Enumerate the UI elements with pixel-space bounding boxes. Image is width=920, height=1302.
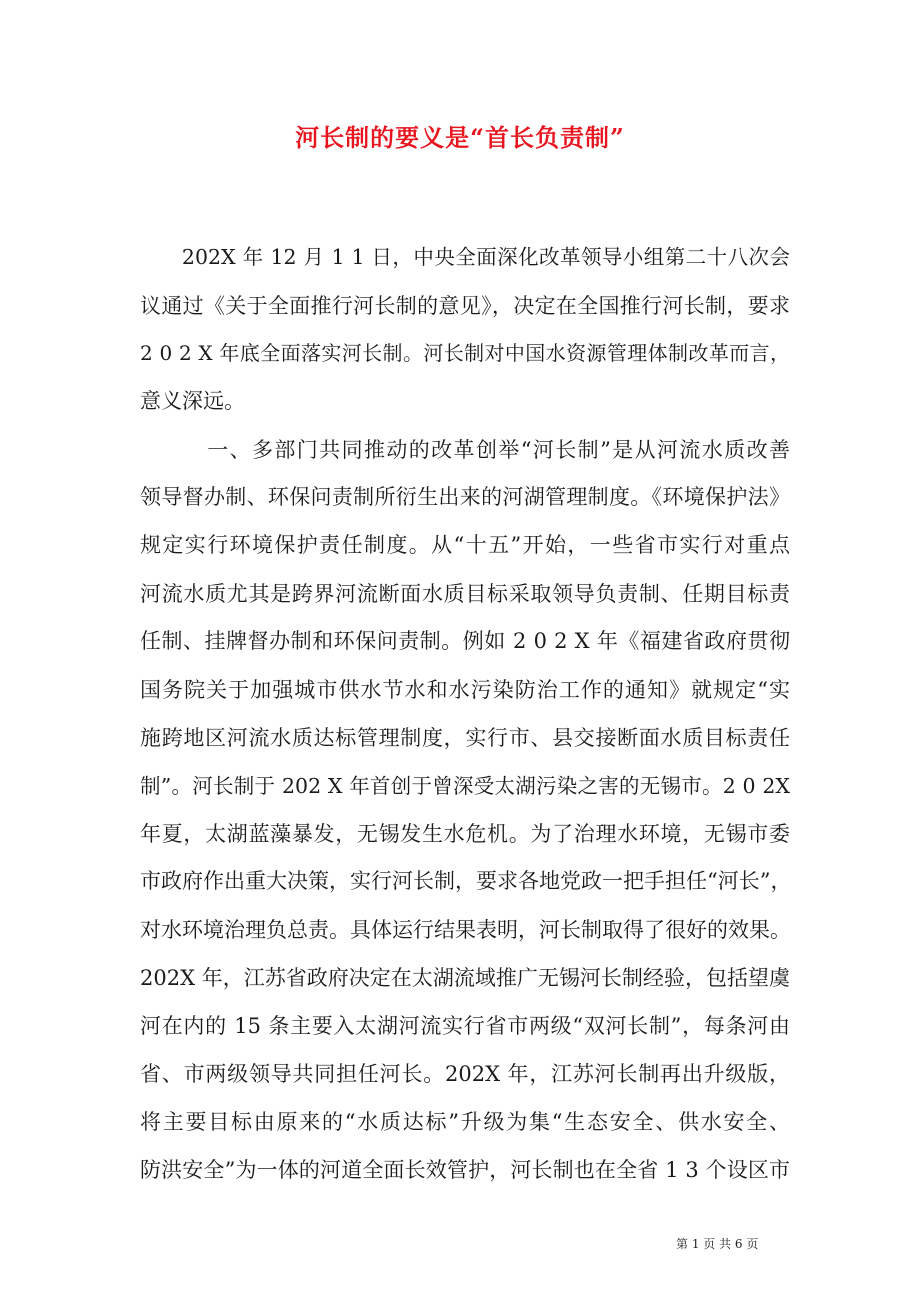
paragraph-line: 市政府作出重大决策，实行河长制，要求各地党政一把手担任“河长”，	[140, 869, 792, 893]
page-title: 河长制的要义是“首长负责制”	[295, 123, 625, 152]
page-number-footer: 第 1 页 共 6 页	[676, 1237, 759, 1251]
paragraph-line: 规定实行环境保护责任制度。从“十五”开始，一些省市实行对重点	[140, 533, 790, 557]
paragraph-line: 意义深远。	[140, 389, 245, 413]
paragraph-line: 一、多部门共同推动的改革创举“河长制”是从河流水质改善	[140, 438, 790, 462]
paragraph-line: 将主要目标由原来的“水质达标”升级为集“生态安全、供水安全、	[140, 1110, 790, 1134]
paragraph-line: 防洪安全”为一体的河道全面长效管护，河长制也在全省 1 3 个设区市	[140, 1158, 790, 1182]
paragraph-line: 河在内的 15 条主要入太湖河流实行省市两级“双河长制”，每条河由	[140, 1014, 790, 1038]
paragraph-line: 施跨地区河流水质达标管理制度，实行市、县交接断面水质目标责任	[140, 726, 790, 750]
paragraph-line: 年夏，太湖蓝藻暴发，无锡发生水危机。为了治理水环境，无锡市委	[140, 822, 790, 846]
paragraph-line: 2 0 2 X 年底全面落实河长制。河长制对中国水资源管理体制改革而言，	[140, 341, 790, 365]
paragraph-line: 议通过《关于全面推行河长制的意见》，决定在全国推行河长制，要求	[140, 294, 790, 318]
paragraph-line: 对水环境治理负总责。具体运行结果表明，河长制取得了很好的效果。	[140, 918, 791, 942]
paragraph-line: 任制、挂牌督办制和环保问责制。例如 2 0 2 X 年《福建省政府贯彻	[140, 629, 790, 653]
paragraph-line: 制”。河长制于 202 X 年首创于曾深受太湖污染之害的无锡市。2 0 2X	[140, 774, 790, 798]
paragraph-line: 河流水质尤其是跨界河流断面水质目标采取领导负责制、任期目标责	[140, 582, 790, 606]
paragraph-line: 领导督办制、环保问责制所衍生出来的河湖管理制度。《环境保护法》	[140, 485, 790, 509]
paragraph-line: 省、市两级领导共同担任河长。202X 年，江苏河长制再出升级版，	[140, 1062, 790, 1086]
paragraph-line: 202X 年 12 月 1 1 日，中央全面深化改革领导小组第二十八次会	[140, 245, 790, 269]
paragraph-line: 202X 年，江苏省政府决定在太湖流域推广无锡河长制经验，包括望虞	[140, 966, 790, 990]
paragraph-line: 国务院关于加强城市供水节水和水污染防治工作的通知》就规定“实	[140, 678, 790, 702]
